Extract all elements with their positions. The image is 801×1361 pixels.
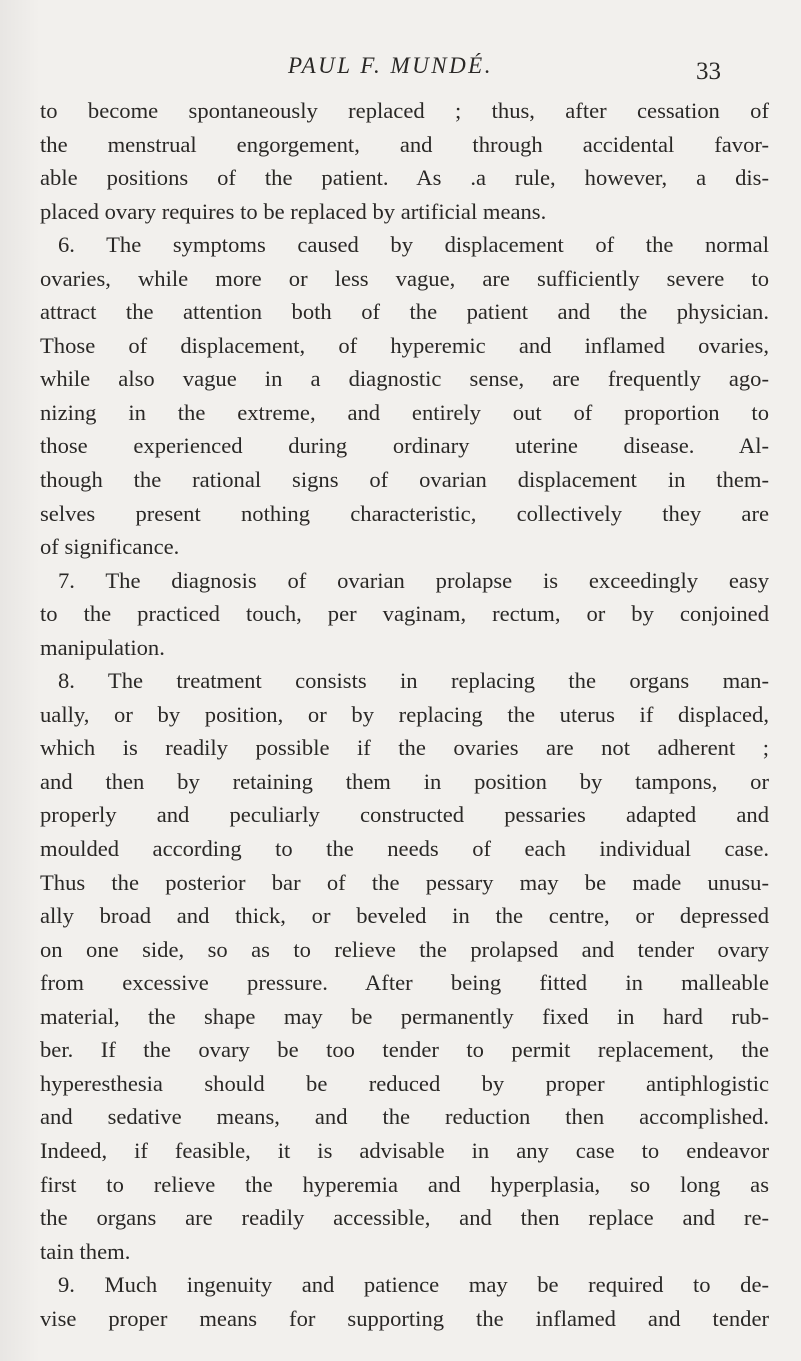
- text-line: attract the attention both of the patient and the physician.: [40, 299, 769, 325]
- text-line: Indeed, if feasible, it is advisable in any case to endeavor: [40, 1137, 769, 1163]
- text-line: ber. If the ovary be too tender to permit replacement, the: [40, 1037, 769, 1063]
- text-line: material, the shape may be permanently fixed in hard rub-: [40, 1003, 769, 1029]
- text-line: vise proper means for supporting the inflamed and tender: [40, 1305, 769, 1331]
- text-line: and then by retaining them in position by tampons, or: [40, 768, 769, 794]
- text-line: placed ovary requires to be replaced by artificial means.: [40, 198, 547, 224]
- text-line: 8. The treatment consists in replacing the organs man-: [58, 668, 769, 694]
- text-line: hyperesthesia should be reduced by proper antiphlogistic: [40, 1070, 769, 1096]
- text-line: ally broad and thick, or beveled in the centre, or depressed: [40, 903, 769, 929]
- text-line: ually, or by position, or by replacing the uterus if displaced,: [40, 701, 769, 727]
- body-text: [40, 94, 769, 1335]
- text-line: those experienced during ordinary uterine disease. Al-: [40, 433, 769, 459]
- text-line: able positions of the patient. As .a rule, however, a dis-: [40, 165, 769, 191]
- text-line: though the rational signs of ovarian displacement in them-: [40, 467, 769, 493]
- text-line: tain them.: [40, 1238, 131, 1264]
- text-line: to the practiced touch, per vaginam, rectum, or by conjoined: [40, 601, 769, 627]
- page-number: 33: [696, 58, 721, 85]
- page-header: [0, 52, 801, 92]
- text-line: moulded according to the needs of each individual case.: [40, 836, 769, 862]
- text-line: 9. Much ingenuity and patience may be required to de-: [58, 1272, 769, 1298]
- text-line: while also vague in a diagnostic sense, are frequently ago-: [40, 366, 769, 392]
- text-line: selves present nothing characteristic, collectively they are: [40, 500, 769, 526]
- running-head: PAUL F. MUNDÉ.: [288, 53, 493, 78]
- text-line: first to relieve the hyperemia and hyperplasia, so long as: [40, 1171, 769, 1197]
- text-line: on one side, so as to relieve the prolapsed and tender ovary: [40, 936, 769, 962]
- text-line: and sedative means, and the reduction then accomplished.: [40, 1104, 769, 1130]
- text-line: manipulation.: [40, 634, 165, 660]
- text-line: of significance.: [40, 534, 180, 560]
- text-line: from excessive pressure. After being fitted in malleable: [40, 970, 769, 996]
- text-line: ovaries, while more or less vague, are sufficiently severe to: [40, 265, 769, 291]
- text-line: which is readily possible if the ovaries are not adherent ;: [40, 735, 769, 761]
- text-line: to become spontaneously replaced ; thus, after cessation of: [40, 98, 769, 123]
- text-line: properly and peculiarly constructed pessaries adapted and: [40, 802, 769, 828]
- text-line: Thus the posterior bar of the pessary may be made unusu-: [40, 869, 769, 895]
- text-line: the menstrual engorgement, and through accidental favor-: [40, 131, 769, 157]
- text-line: 7. The diagnosis of ovarian prolapse is exceedingly easy: [58, 567, 769, 593]
- text-line: 6. The symptoms caused by displacement of the normal: [58, 232, 769, 258]
- text-line: Those of displacement, of hyperemic and inflamed ovaries,: [40, 332, 769, 358]
- text-line: nizing in the extreme, and entirely out of proportion to: [40, 399, 769, 425]
- text-line: the organs are readily accessible, and then replace and re-: [40, 1205, 769, 1231]
